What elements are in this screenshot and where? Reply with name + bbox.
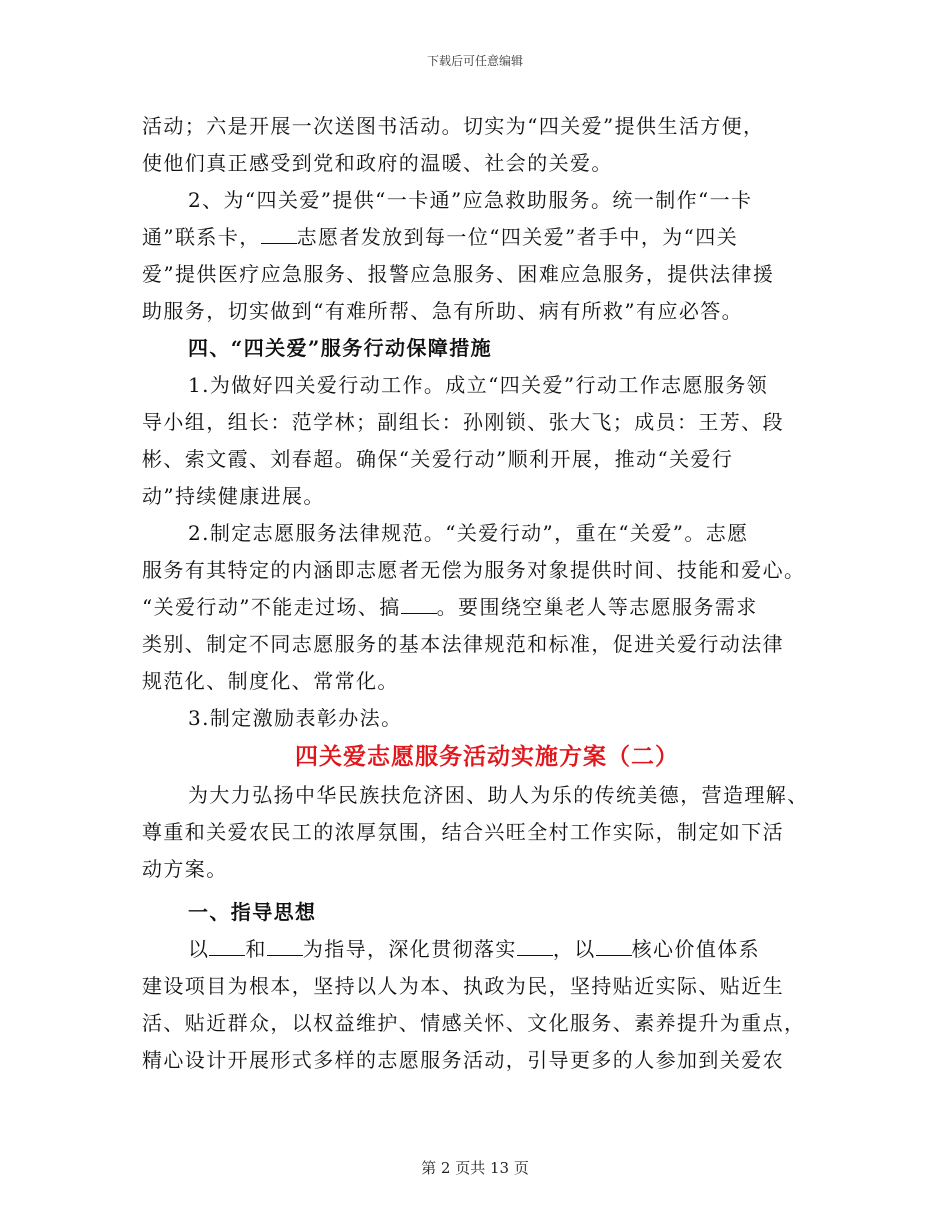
document-title: 四关爱志愿服务活动实施方案（二）: [295, 743, 679, 770]
text-segment: ，以: [552, 937, 596, 961]
paragraph-line: [142, 589, 812, 626]
paragraph-line: 动方案。: [142, 857, 228, 881]
document-body: [142, 108, 812, 1079]
text-segment: 核心价值体系: [631, 937, 761, 961]
paragraph-line: 服务有其特定的内涵即志愿者无偿为服务对象提供时间、技能和爱心。: [142, 558, 806, 582]
text-segment: 志愿者发放到每一位“四关爱”者手中，为“四关: [296, 225, 739, 249]
blank-underline: [209, 937, 245, 956]
section-heading: 一、指导思想: [188, 900, 317, 924]
paragraph-line: 活动；六是开展一次送图书活动。切实为“四关爱”提供生活方便，: [142, 114, 765, 138]
text-segment: 为指导，深化贯彻落实: [302, 937, 517, 961]
paragraph-line: 活、贴近群众，以权益维护、情感关怀、文化服务、素养提升为重点，: [142, 1011, 806, 1035]
blank-underline: [596, 937, 632, 956]
text-segment: 和: [245, 937, 267, 961]
paragraph-line: [142, 219, 812, 256]
blank-underline: [267, 937, 303, 956]
paragraph-line: 1.为做好四关爱行动工作。成立“四关爱”行动工作志愿服务领: [188, 373, 769, 397]
paragraph-line: [142, 931, 812, 968]
paragraph-line: 2、为“四关爱”提供“一卡通”应急救助服务。统一制作“一卡: [188, 188, 753, 212]
paragraph-line: 规范化、制度化、常常化。: [142, 669, 399, 693]
paragraph-line: 使他们真正感受到党和政府的温暖、社会的关爱。: [142, 151, 613, 175]
paragraph-line: 彬、索文霞、刘春超。确保“关爱行动”顺利开展，推动“关爱行: [142, 447, 734, 471]
paragraph-line: 动”持续健康进展。: [142, 484, 325, 508]
page-footer: 第 2 页共 13 页: [421, 1159, 529, 1177]
paragraph-line: 2.制定志愿服务法律规范。“关爱行动”，重在“关爱”。志愿: [188, 521, 749, 545]
paragraph-line: 精心设计开展形式多样的志愿服务活动，引导更多的人参加到关爱农: [142, 1048, 784, 1072]
paragraph-line: 助服务，切实做到“有难所帮、急有所助、病有所救”有应必答。: [142, 299, 744, 323]
section-heading: 四、“四关爱”服务行动保障措施: [188, 336, 493, 360]
blank-underline: [401, 595, 437, 614]
paragraph-line: 爱”提供医疗应急服务、报警应急服务、困难应急服务，提供法律援: [142, 262, 775, 286]
text-segment: “关爱行动”不能走过场、搞: [142, 595, 401, 619]
paragraph-line: 为大力弘扬中华民族扶危济困、助人为乐的传统美德，营造理解、: [188, 783, 809, 807]
text-segment: 通”联系卡，: [142, 225, 261, 249]
paragraph-line: 建设项目为根本，坚持以人为本、执政为民，坚持贴近实际、贴近生: [142, 974, 784, 998]
text-segment: 以: [188, 937, 210, 961]
page-header: 下载后可任意编辑: [426, 54, 523, 68]
text-segment: 。要围绕空巢老人等志愿服务需求: [436, 595, 758, 619]
paragraph-line: 导小组，组长：范学林；副组长：孙刚锁、张大飞；成员：王芳、段: [142, 410, 784, 434]
paragraph-line: 3.制定激励表彰办法。: [188, 706, 403, 730]
paragraph-line: 类别、制定不同志愿服务的基本法律规范和标准，促进关爱行动法律: [142, 632, 784, 656]
blank-underline: [261, 225, 297, 244]
blank-underline: [517, 937, 553, 956]
paragraph-line: 尊重和关爱农民工的浓厚氛围，结合兴旺全村工作实际，制定如下活: [142, 820, 784, 844]
